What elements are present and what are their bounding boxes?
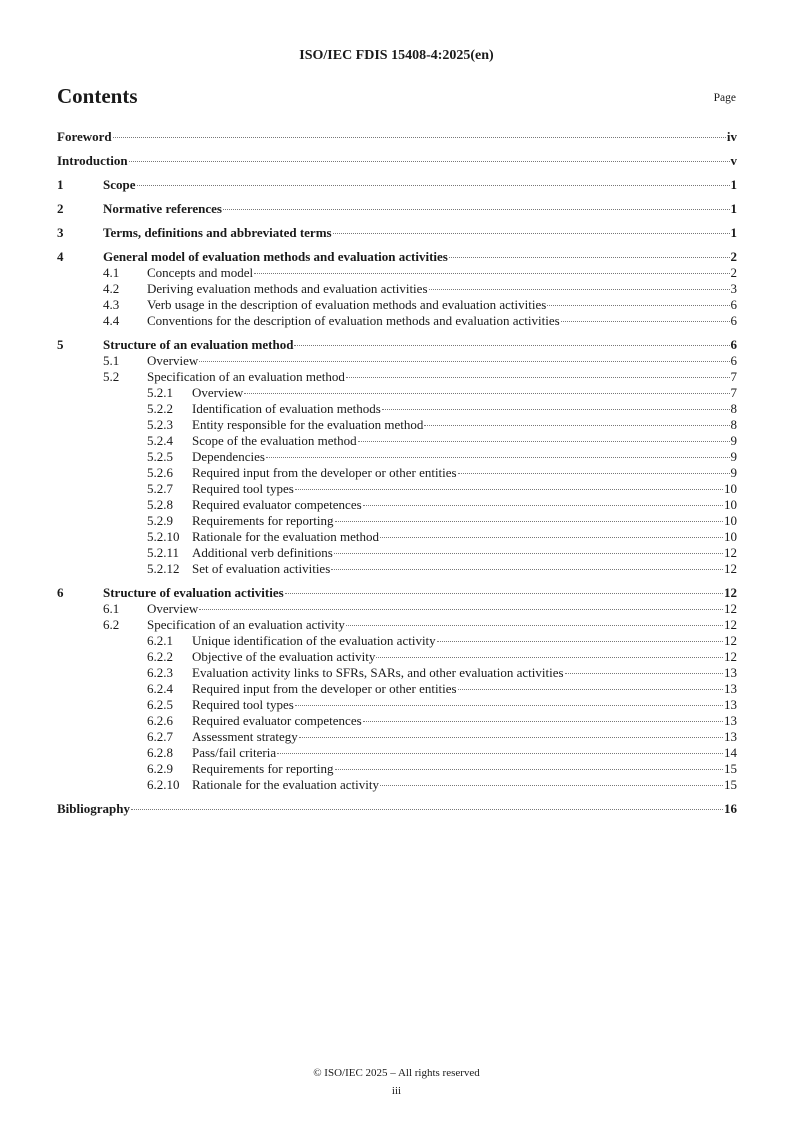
toc-entry[interactable] (57, 633, 737, 649)
toc-entry-page: 13 (724, 681, 737, 696)
toc-entry-number: 6.2.4 (147, 681, 173, 696)
dot-leader (294, 345, 729, 346)
dot-leader (335, 769, 723, 770)
toc-entry-title: Required tool types (192, 697, 294, 712)
toc-entry-page: 16 (724, 801, 737, 816)
toc-entry-page: 6 (730, 337, 737, 352)
toc-entry-title: Assessment strategy (192, 729, 298, 744)
toc-entry[interactable] (57, 665, 737, 681)
toc-entry-page: iv (726, 129, 737, 144)
dot-leader (244, 393, 729, 394)
toc-entry-title: Entity responsible for the evaluation method (192, 417, 424, 432)
toc-entry-page: 6 (730, 313, 737, 328)
toc-entry-page: 6 (730, 353, 737, 368)
toc-entry-page: 12 (724, 649, 737, 664)
toc-entry-page: 7 (730, 385, 737, 400)
dot-leader (424, 425, 729, 426)
toc-entry-number: 5.2.2 (147, 401, 173, 416)
toc-entry-number: 5.2.11 (147, 545, 180, 560)
dot-leader (458, 689, 723, 690)
toc-entry-page: 12 (724, 617, 737, 632)
toc-entry-page: 7 (730, 369, 737, 384)
toc-entry-page: 12 (724, 601, 737, 616)
toc-entry-number: 4.4 (103, 313, 120, 328)
toc-entry-title: Scope of the evaluation method (192, 433, 357, 448)
toc-entry[interactable] (57, 497, 737, 513)
toc-entry-page: 13 (724, 665, 737, 680)
toc-entry-title: Rationale for the evaluation method (192, 529, 379, 544)
toc-entry-title: Objective of the evaluation activity (192, 649, 376, 664)
toc-entry[interactable] (57, 177, 737, 193)
toc-entry-title: Specification of an evaluation method (147, 369, 345, 384)
toc-entry-page: 10 (724, 529, 737, 544)
toc-entry-title: General model of evaluation methods and evaluation activities (103, 249, 448, 264)
toc-entry-page: 8 (730, 401, 737, 416)
document-header: ISO/IEC FDIS 15408-4:2025(en) (299, 48, 494, 63)
toc-entry[interactable] (57, 761, 737, 777)
dot-leader (363, 721, 723, 722)
toc-entry-page: 1 (730, 225, 737, 240)
toc-entry[interactable] (57, 337, 737, 353)
dot-leader (380, 785, 723, 786)
page-column-label: Page (713, 92, 736, 104)
toc-entry-title: Required input from the developer or other entities (192, 681, 457, 696)
dot-leader (382, 409, 730, 410)
toc-entry-title: Unique identification of the evaluation activity (192, 633, 436, 648)
copyright-notice: © ISO/IEC 2025 – All rights reserved (313, 1067, 480, 1079)
toc-entry[interactable] (57, 777, 737, 793)
toc-entry-number: 4.3 (103, 297, 120, 312)
toc-entry[interactable] (57, 449, 737, 465)
dot-leader (437, 641, 723, 642)
dot-leader (199, 609, 723, 610)
toc-entry-page: 2 (730, 249, 737, 264)
toc-entry-title: Scope (103, 177, 136, 192)
toc-entry[interactable] (57, 561, 737, 577)
dot-leader (295, 705, 723, 706)
toc-entry[interactable] (57, 297, 737, 313)
toc-entry-title: Required evaluator competences (192, 713, 362, 728)
toc-entry[interactable] (57, 385, 737, 401)
toc-entry-title: Required tool types (192, 481, 294, 496)
toc-entry-title: Overview (192, 385, 244, 400)
toc-entry-title: Required input from the developer or other entities (192, 465, 457, 480)
toc-entry-number: 6.2.1 (147, 633, 173, 648)
toc-entry[interactable] (57, 545, 737, 561)
toc-entry[interactable] (57, 313, 737, 329)
toc-entry-number: 5.2.1 (147, 385, 173, 400)
toc-entry-title: Rationale for the evaluation activity (192, 777, 379, 792)
dot-leader (376, 657, 723, 658)
toc-entry-page: 15 (724, 761, 737, 776)
dot-leader (547, 305, 729, 306)
toc-entry-title: Bibliography (57, 801, 130, 816)
toc-entry-title: Requirements for reporting (192, 761, 334, 776)
toc-entry-page: 1 (730, 201, 737, 216)
toc-entry[interactable] (57, 417, 737, 433)
toc-entry-page: 12 (724, 561, 737, 576)
toc-entry-page: v (730, 153, 737, 168)
toc-entry-page: 6 (730, 297, 737, 312)
toc-entry-title: Foreword (57, 129, 112, 144)
toc-entry[interactable] (57, 529, 737, 545)
toc-entry-number: 5.2.3 (147, 417, 173, 432)
dot-leader (223, 209, 730, 210)
toc-entry-title: Requirements for reporting (192, 513, 334, 528)
dot-leader (254, 273, 729, 274)
toc-entry[interactable] (57, 265, 737, 281)
dot-leader (565, 673, 723, 674)
toc-entry[interactable] (57, 249, 737, 265)
toc-entry-title: Deriving evaluation methods and evaluation activities (147, 281, 428, 296)
toc-entry-number: 6.2.2 (147, 649, 173, 664)
dot-leader (295, 489, 723, 490)
toc-entry[interactable] (57, 353, 737, 369)
toc-entry-title: Verb usage in the description of evaluation methods and evaluation activities (147, 297, 547, 312)
toc-entry[interactable] (57, 465, 737, 481)
toc-entry-number: 5.2.10 (147, 529, 180, 544)
toc-entry[interactable] (57, 601, 737, 617)
toc-entry-number: 6.2.9 (147, 761, 173, 776)
toc-entry-title: Additional verb definitions (192, 545, 333, 560)
dot-leader (346, 377, 730, 378)
toc-entry-number: 6.2.10 (147, 777, 180, 792)
toc-entry-number: 5.1 (103, 353, 120, 368)
toc-entry-page: 10 (724, 497, 737, 512)
toc-entry-number: 6.2.3 (147, 665, 173, 680)
toc-entry-title: Dependencies (192, 449, 265, 464)
dot-leader (333, 233, 730, 234)
toc-entry-number: 5.2.7 (147, 481, 173, 496)
dot-leader (299, 737, 723, 738)
toc-entry-title: Conventions for the description of evaluation methods and evaluation activities (147, 313, 560, 328)
toc-entry-title: Required evaluator competences (192, 497, 362, 512)
table-of-contents (57, 129, 737, 817)
toc-entry-number: 6.2.8 (147, 745, 173, 760)
dot-leader (363, 505, 723, 506)
toc-entry[interactable] (57, 281, 737, 297)
dot-leader (449, 257, 730, 258)
toc-entry-page: 12 (724, 633, 737, 648)
toc-entry-page: 15 (724, 777, 737, 792)
dot-leader (429, 289, 730, 290)
toc-entry-number: 6 (57, 585, 64, 600)
toc-entry[interactable] (57, 585, 737, 601)
toc-entry-page: 10 (724, 513, 737, 528)
toc-entry-title: Pass/fail criteria (192, 745, 277, 760)
toc-entry-title: Identification of evaluation methods (192, 401, 381, 416)
toc-entry-number: 4 (57, 249, 64, 264)
toc-entry-page: 13 (724, 697, 737, 712)
toc-entry-page: 13 (724, 729, 737, 744)
toc-entry-number: 6.2 (103, 617, 120, 632)
page-title: Contents (57, 84, 138, 108)
toc-entry-title: Structure of evaluation activities (103, 585, 284, 600)
toc-entry[interactable] (57, 729, 737, 745)
toc-entry-number: 4.1 (103, 265, 120, 280)
toc-entry-title: Introduction (57, 153, 128, 168)
toc-entry[interactable] (57, 201, 737, 217)
toc-entry-number: 4.2 (103, 281, 120, 296)
toc-entry-number: 6.2.6 (147, 713, 173, 728)
toc-entry[interactable] (57, 801, 737, 817)
toc-entry-number: 6.1 (103, 601, 120, 616)
toc-entry-page: 13 (724, 713, 737, 728)
toc-entry[interactable] (57, 225, 737, 241)
toc-entry[interactable] (57, 617, 737, 633)
toc-entry-page: 9 (730, 433, 737, 448)
dot-leader (113, 137, 726, 138)
toc-entry-number: 5.2.12 (147, 561, 180, 576)
toc-entry[interactable] (57, 433, 737, 449)
toc-entry-number: 5.2.9 (147, 513, 173, 528)
toc-entry-number: 3 (57, 225, 64, 240)
dot-leader (285, 593, 723, 594)
toc-entry-number: 1 (57, 177, 64, 192)
dot-leader (131, 809, 723, 810)
toc-entry[interactable] (57, 481, 737, 497)
toc-entry[interactable] (57, 649, 737, 665)
page-number: iii (391, 1085, 402, 1097)
toc-entry-page: 2 (730, 265, 737, 280)
toc-entry-page: 9 (730, 465, 737, 480)
dot-leader (277, 753, 723, 754)
toc-entry-title: Normative references (103, 201, 222, 216)
toc-entry[interactable] (57, 681, 737, 697)
dot-leader (458, 473, 730, 474)
toc-entry-number: 5 (57, 337, 64, 352)
toc-entry-number: 6.2.5 (147, 697, 173, 712)
toc-entry-page: 8 (730, 417, 737, 432)
toc-entry[interactable] (57, 153, 737, 169)
toc-entry-number: 6.2.7 (147, 729, 173, 744)
toc-entry-page: 10 (724, 481, 737, 496)
toc-entry[interactable] (57, 697, 737, 713)
toc-entry[interactable] (57, 513, 737, 529)
toc-entry-title: Structure of an evaluation method (103, 337, 294, 352)
dot-leader (335, 521, 723, 522)
toc-entry-title: Set of evaluation activities (192, 561, 331, 576)
dot-leader (334, 553, 723, 554)
toc-entry-title: Overview (147, 353, 199, 368)
dot-leader (266, 457, 730, 458)
dot-leader (346, 625, 723, 626)
toc-entry-number: 5.2.4 (147, 433, 173, 448)
toc-entry-number: 5.2.6 (147, 465, 173, 480)
toc-entry-title: Specification of an evaluation activity (147, 617, 345, 632)
toc-entry[interactable] (57, 369, 737, 385)
toc-entry[interactable] (57, 401, 737, 417)
toc-entry-number: 5.2.5 (147, 449, 173, 464)
toc-entry-page: 9 (730, 449, 737, 464)
toc-entry[interactable] (57, 745, 737, 761)
toc-entry-title: Terms, definitions and abbreviated terms (103, 225, 332, 240)
toc-entry[interactable] (57, 129, 737, 145)
dot-leader (129, 161, 730, 162)
toc-entry-page: 12 (724, 585, 737, 600)
toc-entry[interactable] (57, 713, 737, 729)
dot-leader (199, 361, 729, 362)
toc-entry-page: 12 (724, 545, 737, 560)
toc-entry-page: 1 (730, 177, 737, 192)
dot-leader (358, 441, 730, 442)
toc-entry-title: Evaluation activity links to SFRs, SARs, and other evaluation activities (192, 665, 564, 680)
dot-leader (331, 569, 723, 570)
toc-entry-number: 2 (57, 201, 64, 216)
dot-leader (561, 321, 730, 322)
toc-entry-number: 5.2 (103, 369, 120, 384)
dot-leader (380, 537, 723, 538)
toc-entry-title: Concepts and model (147, 265, 254, 280)
toc-entry-page: 3 (730, 281, 737, 296)
dot-leader (137, 185, 730, 186)
toc-entry-title: Overview (147, 601, 199, 616)
toc-entry-page: 14 (724, 745, 737, 760)
toc-entry-number: 5.2.8 (147, 497, 173, 512)
